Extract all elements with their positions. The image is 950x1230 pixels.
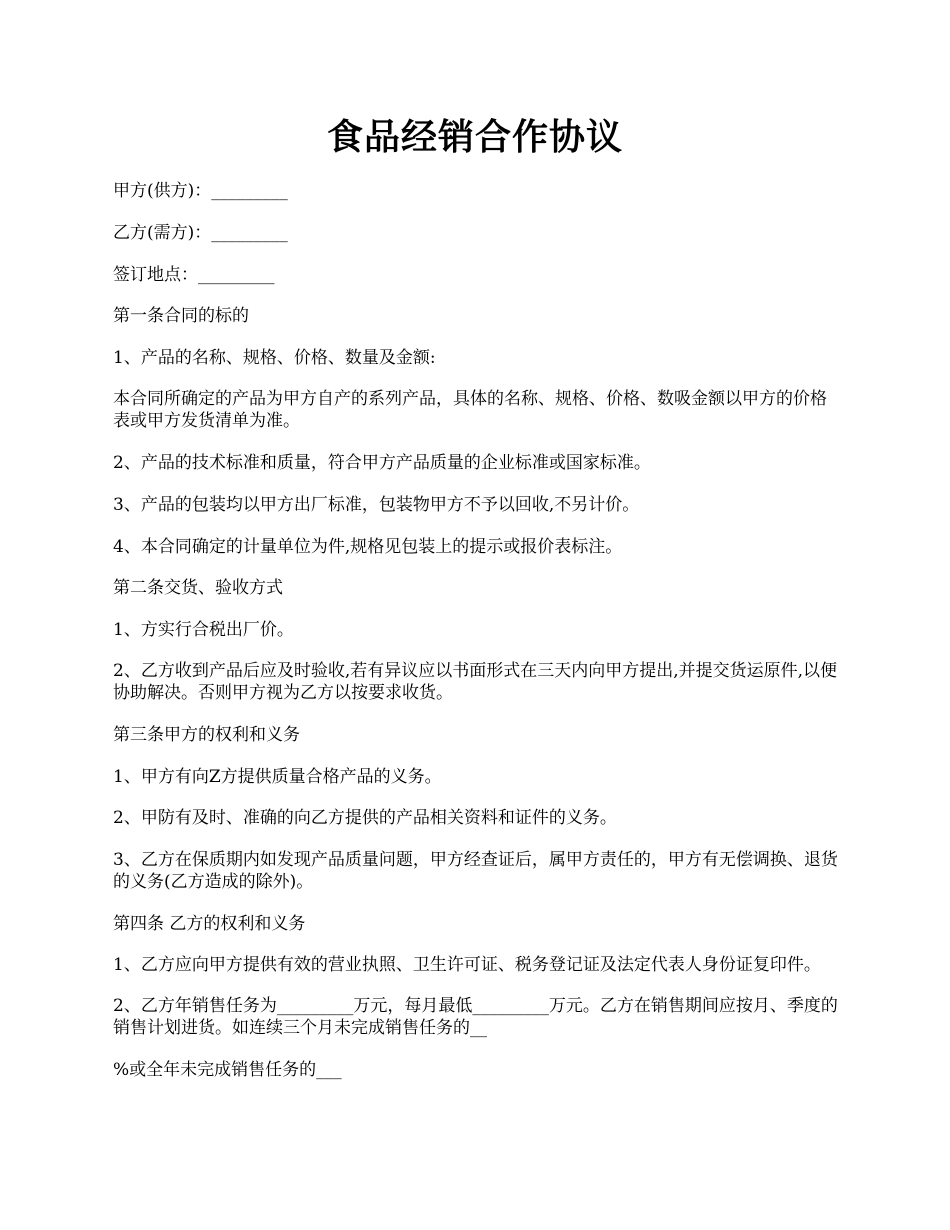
article-3-heading: 第三条甲方的权利和义务 <box>113 725 300 745</box>
article-3-clause-3: 3、乙方在保质期内如发现产品质量问题，甲方经查证后，属甲方责任的，甲方有无偿调换、退货的义务(乙方造成的除外)。 <box>113 850 838 892</box>
article-4-clause-2: 2、乙方年销售任务为_________万元，每月最低_________万元。乙方在销售期间应按月、季度的销售计划进货。如连续三个月未完成销售任务的__ <box>113 996 838 1038</box>
article-4-heading: 第四条 乙方的权利和义务 <box>113 914 306 934</box>
article-3-clause-2: 2、甲防有及时、准确的向乙方提供的产品相关资料和证件的义务。 <box>113 808 617 828</box>
article-3-clause-1: 1、甲方有向Z方提供质量合格产品的义务。 <box>113 767 442 787</box>
party-a-line: 甲方(供方)：_________ <box>113 181 288 201</box>
article-1-clause-1-detail: 本合同所确定的产品为甲方自产的系列产品，具体的名称、规格、价格、数吸金额以甲方的价格表或甲方发货清单为准。 <box>113 389 827 431</box>
article-2-clause-1: 1、方实行合税出厂价。 <box>113 620 294 640</box>
article-1-clause-1: 1、产品的名称、规格、价格、数量及金额: <box>113 348 436 368</box>
article-1-clause-2: 2、产品的技术标准和质量，符合甲方产品质量的企业标准或国家标准。 <box>113 453 651 473</box>
article-1-clause-3: 3、产品的包装均以甲方出厂标准，包装物甲方不予以回收,不另计价。 <box>113 495 640 515</box>
article-4-clause-1: 1、乙方应向甲方提供有效的营业执照、卫生许可证、税务登记证及法定代表人身份证复印件。 <box>113 955 821 975</box>
article-1-heading: 第一条合同的标的 <box>113 306 249 326</box>
document-title: 食品经销合作协议 <box>326 116 623 158</box>
signing-place-line: 签订地点：_________ <box>113 265 275 285</box>
article-1-clause-4: 4、本合同确定的计量单位为件,规格见包装上的提示或报价表标注。 <box>113 537 623 557</box>
party-b-line: 乙方(需方)：_________ <box>113 223 288 243</box>
document-body <box>113 180 843 1081</box>
article-2-heading: 第二条交货、验收方式 <box>113 578 283 598</box>
article-4-clause-2-continued: %或全年未完成销售任务的___ <box>113 1060 342 1080</box>
article-2-clause-2: 2、乙方收到产品后应及时验收,若有异议应以书面形式在三天内向甲方提出,并提交货运原件,以便协助解决。否则甲方视为乙方以按要求收货。 <box>113 661 838 703</box>
